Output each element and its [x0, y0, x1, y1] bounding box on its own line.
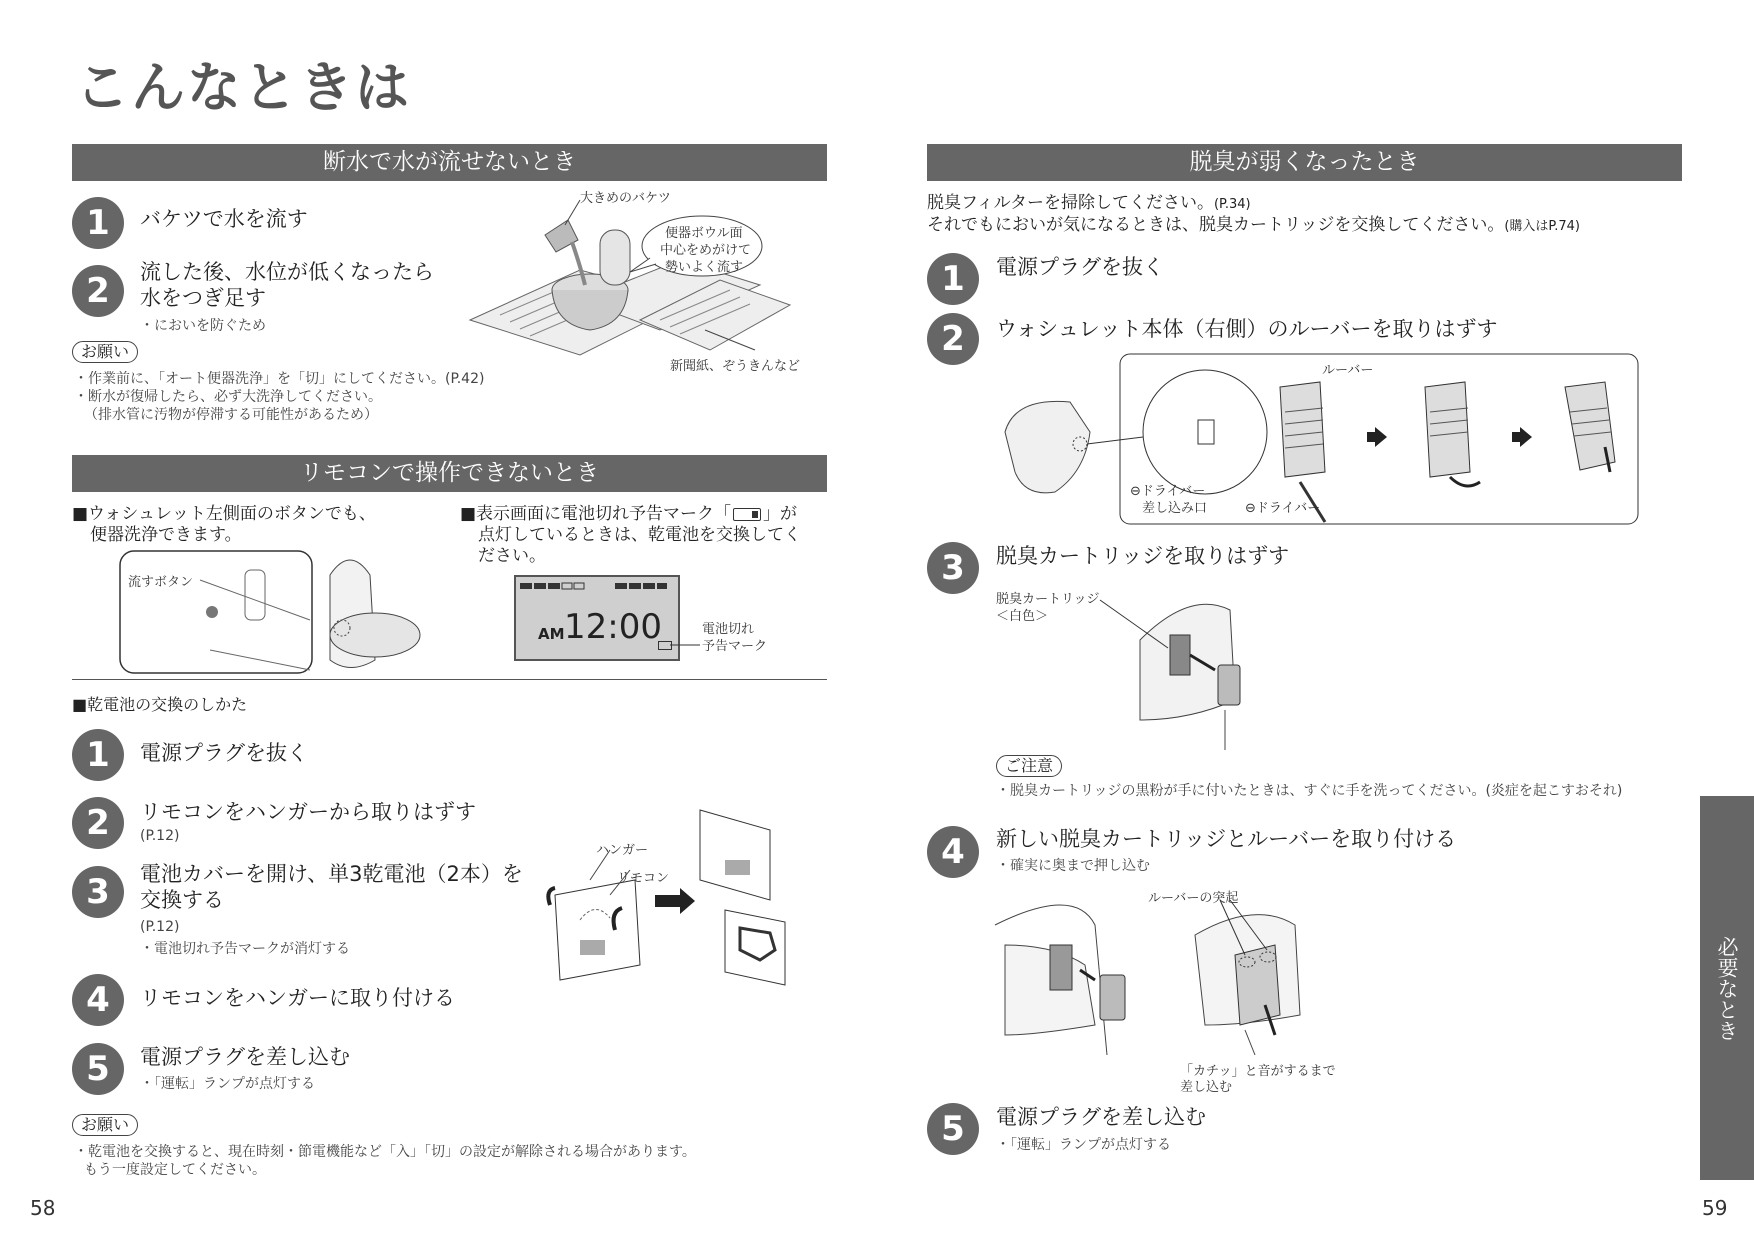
- figure-label: 中心をめがけて: [660, 243, 752, 258]
- caution-label: ご注意: [996, 755, 1062, 777]
- step-text: 電源プラグを差し込む: [140, 1045, 350, 1069]
- intro-text: [927, 214, 1580, 238]
- step-text: バケツで水を流す: [140, 207, 308, 231]
- section-header-deodorizer: 脱臭が弱くなったとき: [927, 144, 1682, 181]
- caution-line: ・脱臭カートリッジの黒粉が手に付いたときは、すぐに手を洗ってください。(炎症を起こすおそれ): [996, 783, 1623, 799]
- cartridge-install-illustration: [995, 885, 1355, 1060]
- step-number-2: 2: [927, 313, 979, 365]
- side-tab-label: 必要なとき: [1715, 936, 1739, 1041]
- intro-text: [927, 192, 1251, 216]
- figure-label: ⊖ドライバー: [1245, 501, 1321, 516]
- step-note: ・確実に奥まで押し込む: [996, 858, 1150, 874]
- info-text: [460, 503, 797, 525]
- figure-label: 予告マーク: [702, 639, 768, 654]
- info-text-part: 」が: [763, 504, 798, 524]
- step-number-3: 3: [72, 866, 124, 918]
- step-text: 電源プラグを抜く: [996, 255, 1164, 279]
- figure-label: 勢いよく流す: [665, 260, 744, 275]
- step-text: 水をつぎ足す: [140, 286, 266, 310]
- figure-label: 流すボタン: [128, 575, 194, 590]
- step-number-1: 1: [72, 197, 124, 249]
- figure-label: 新聞紙、ぞうきんなど: [670, 359, 801, 374]
- figure-label: ＜白色＞: [996, 609, 1049, 624]
- step-number-2: 2: [72, 797, 124, 849]
- bucket-illustration: [460, 190, 820, 380]
- notice-line: もう一度設定してください。: [84, 1162, 266, 1178]
- battery-mark-icon: [733, 508, 761, 521]
- step-text: 電源プラグを差し込む: [996, 1105, 1206, 1129]
- step-text: 電池カバーを開け、単3乾電池（2本）を: [140, 862, 523, 886]
- step-number-4: 4: [927, 826, 979, 878]
- lcd-leader-line: [670, 640, 700, 650]
- figure-label: ハンガー: [596, 843, 649, 858]
- lcd-time: 12:00: [564, 607, 662, 647]
- info-text: 便器洗浄できます。: [90, 525, 242, 545]
- info-text-part: ■表示画面に電池切れ予告マーク「: [460, 504, 732, 524]
- figure-label: 脱臭カートリッジ: [996, 592, 1100, 607]
- figure-label: 差し込み口: [1142, 501, 1208, 516]
- step-number-5: 5: [72, 1043, 124, 1095]
- step-number-4: 4: [72, 974, 124, 1026]
- step-text: リモコンをハンガーから取りはずす: [140, 800, 476, 824]
- info-text: ださい。: [478, 546, 546, 566]
- step-text: 新しい脱臭カートリッジとルーバーを取り付ける: [996, 827, 1457, 851]
- step-note: ・においを防ぐため: [140, 318, 266, 334]
- step-number-1: 1: [927, 253, 979, 305]
- figure-label: 電池切れ: [702, 622, 755, 637]
- section-header-water-outage: 断水で水が流せないとき: [72, 144, 827, 181]
- flush-button-illustration: [120, 550, 420, 675]
- figure-label: ⊖ドライバー: [1130, 484, 1206, 499]
- step-number-5: 5: [927, 1103, 979, 1155]
- remote-hanger-illustration: [540, 800, 790, 990]
- lcd-am: AM: [538, 625, 565, 643]
- intro-text-part: それでもにおいが気になるときは、脱臭カートリッジを交換してください。: [927, 215, 1505, 235]
- figure-label: リモコン: [617, 871, 670, 886]
- figure-label: ルーバーの突起: [1148, 891, 1239, 906]
- step-text: 流した後、水位が低くなったら: [140, 260, 434, 284]
- info-text: 点灯しているときは、乾電池を交換してく: [478, 525, 801, 545]
- info-text: ■ウォシュレット左側面のボタンでも、: [72, 504, 376, 524]
- figure-label: 大きめのバケツ: [580, 191, 671, 206]
- step-number-3: 3: [927, 542, 979, 594]
- cartridge-leader-line: [1100, 600, 1170, 650]
- figure-label: ルーバー: [1322, 363, 1374, 378]
- intro-text-part: 脱臭フィルターを掃除してください。: [927, 193, 1214, 213]
- step-ref: (P.12): [140, 828, 180, 844]
- step-ref: (P.12): [140, 919, 180, 935]
- side-tab: [1700, 796, 1754, 1180]
- step-number-1: 1: [72, 729, 124, 781]
- notice-label: お願い: [72, 341, 138, 363]
- page-number: 58: [30, 1196, 56, 1220]
- step-number-2: 2: [72, 265, 124, 317]
- figure-label: 便器ボウル面: [665, 226, 743, 241]
- notice-line: ・乾電池を交換すると、現在時刻・節電機能など「入」「切」の設定が解除される場合があります。: [74, 1144, 696, 1160]
- section-header-remote: リモコンで操作できないとき: [72, 455, 827, 492]
- notice-line: ・断水が復帰したら、必ず大洗浄してください。: [74, 389, 382, 405]
- intro-ref: (P.34): [1213, 197, 1251, 212]
- divider: [72, 679, 827, 680]
- step-note: ・電池切れ予告マークが消灯する: [140, 941, 350, 957]
- step-text: 電源プラグを抜く: [140, 741, 308, 765]
- figure-label: 差し込む: [1180, 1080, 1233, 1095]
- step-text: 脱臭カートリッジを取りはずす: [996, 544, 1290, 568]
- step-text: ウォシュレット本体（右側）のルーバーを取りはずす: [996, 317, 1498, 341]
- step-note: ・「運転」ランプが点灯する: [140, 1076, 315, 1092]
- step-text: 交換する: [140, 888, 224, 912]
- step-text: リモコンをハンガーに取り付ける: [140, 986, 455, 1010]
- figure-label: 「カチッ」と音がするまで: [1180, 1064, 1336, 1079]
- step-note: ・「運転」ランプが点灯する: [996, 1137, 1171, 1153]
- subheading: ■乾電池の交換のしかた: [72, 695, 248, 714]
- remote-lcd-display: [514, 575, 680, 661]
- notice-line: ・作業前に、「オート便器洗浄」を「切」にしてください。(P.42): [74, 371, 485, 387]
- notice-label: お願い: [72, 1114, 138, 1136]
- page-number: 59: [1702, 1196, 1728, 1220]
- page-title: こんなときは: [75, 56, 411, 119]
- notice-line: （排水管に汚物が停滞する可能性があるため）: [84, 407, 378, 423]
- intro-ref: (購入はP.74): [1504, 219, 1580, 234]
